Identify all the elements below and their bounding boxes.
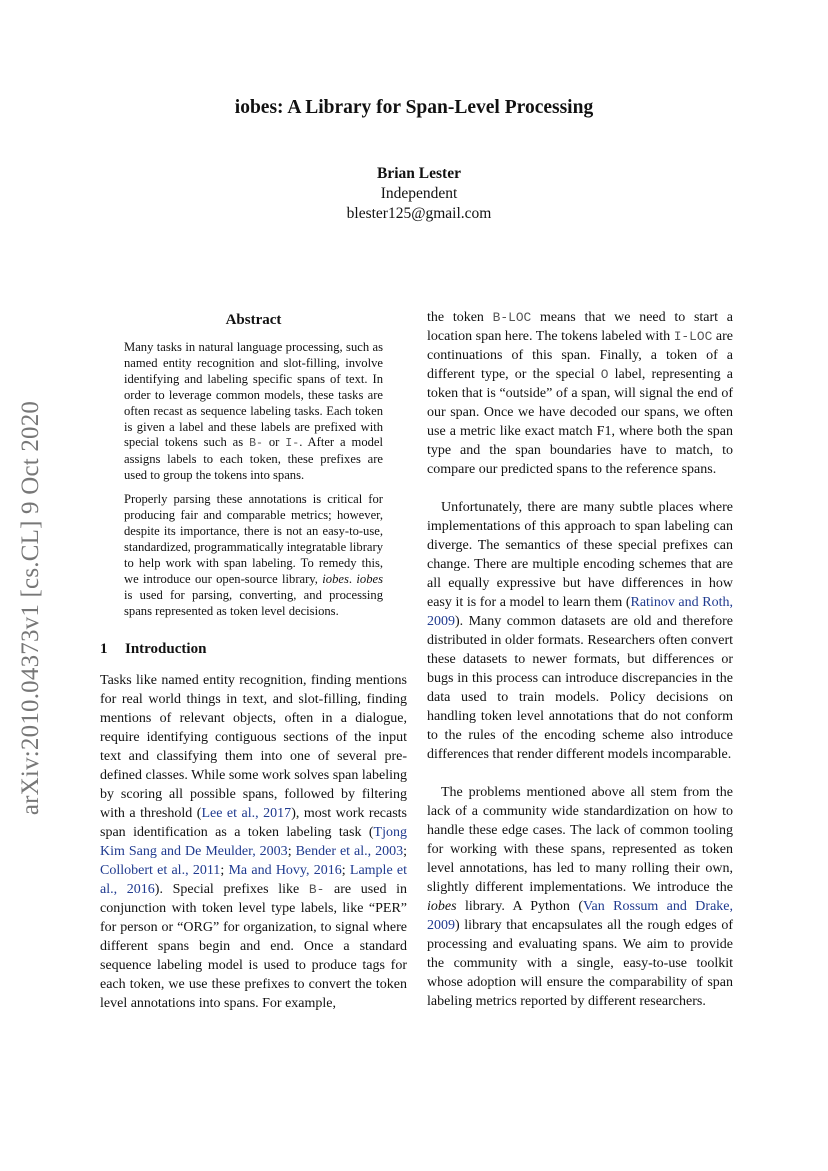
text-run: .	[348, 571, 357, 586]
citation-link[interactable]: Tjong Kim Sang and De Meulder, 2003	[100, 825, 407, 860]
emphasis: iobes	[356, 571, 383, 586]
abstract-paragraph-2	[124, 492, 383, 619]
code-token: I-LOC	[673, 329, 713, 344]
code-token: B-	[308, 882, 325, 898]
text-run: is used for parsing, converting, and processing spans represented as token level decisions.	[124, 587, 383, 618]
text-run: are continuations of this span. Finally, a token of a different type, or the special	[427, 329, 733, 382]
text-run: . After a model assigns labels to each token, these prefixes are used to group the tokens into spans.	[124, 435, 384, 483]
text-run: ;	[287, 844, 296, 860]
text-run: ). Many common datasets are old and therefore distributed in older formats. Researchers often convert these datasets to newer formats, but differences or bugs in this process can introduce discrepancies in the data used to train models. Policy decisions on handling token level annotations that do not conform to the rules of the encoding scheme also introduce differences that render different models incomparable.	[427, 614, 733, 762]
text-run: library. A Python (	[456, 899, 583, 914]
abstract-heading: Abstract	[225, 312, 282, 328]
code-token: B-LOC	[492, 310, 532, 325]
text-run: means that we need to start a location span here. The tokens labeled with	[427, 310, 733, 344]
emphasis: iobes	[427, 899, 457, 914]
text-run: Properly parsing these annotations is critical for producing fair and comparable metrics; however, despite its importance, there is not an easy-to-use, standardized, programmatically integratable library to help work with span labeling. To remedy this, we introduce our open-source library,	[124, 492, 383, 586]
text-run: The problems mentioned above all stem from the lack of a community wide standardization on how to handle these edge cases. The lack of common tooling for working with these spans, represented as token level annotations, has led to many rolling their own, slightly different implementations. We introduce the	[427, 785, 733, 895]
text-run: ), most work recasts span identification as a token labeling task (	[100, 806, 407, 841]
author-email: blester125@gmail.com	[346, 205, 492, 222]
code-token: B-	[249, 437, 263, 451]
text-run: are used in conjunction with token level type labels, like “PER” for person or “ORG” for organization, to signal where different spans begin and end. Once a standard sequence labeling model is used to produce tags for each token, we use these prefixes to convert the token level annotations into spans. For example,	[100, 882, 407, 1012]
right-column	[427, 308, 733, 1030]
citation-link[interactable]: Bender et al., 2003	[295, 844, 404, 860]
text-run: Many tasks in natural language processing, such as named entity recognition and slot-filling, involve identifying and labeling specific spans of text. In order to leverage common models, these tasks are often recast as sequence labeling tasks. Each token is given a label and these labels are prefixed with special tokens such as	[124, 340, 383, 450]
author-affiliation: Independent	[380, 185, 458, 202]
paper-title: iobes: A Library for Span-Level Processing	[234, 97, 594, 118]
section-title: Introduction	[125, 641, 207, 658]
code-token: O	[600, 367, 609, 382]
code-token: I-	[285, 437, 300, 451]
text-run: label, representing a token that is “outside” of a span, will signal the end of our span. Once we have decoded our spans, we often use a metric like exact match F1, where both the span type and the span boundaries have to match, to compare our predicted spans to the reference spans.	[427, 367, 733, 477]
citation-link[interactable]: Lee et al., 2017	[201, 806, 292, 822]
text-run: or	[262, 435, 286, 450]
text-run: ). Special prefixes like	[154, 882, 309, 898]
emphasis: iobes	[322, 571, 349, 586]
citation-link[interactable]: Ma and Hovy, 2016	[228, 863, 342, 879]
author-block	[0, 164, 828, 224]
text-run: Unfortunately, there are many subtle places where implementations of this approach to span labeling can diverge. The semantics of these special prefixes can change. There are multiple encoding schemes that are all equally expressive but have differences in how easy it is for a model to learn them (	[427, 500, 733, 610]
citation-link[interactable]: Van Rossum and Drake, 2009	[427, 899, 734, 933]
author-name: Brian Lester	[377, 165, 461, 182]
text-run: Tasks like named entity recognition, finding mentions for real world things in text, and slot-filling, finding mentions of relevant objects, often in a dialogue, require identifying contiguous sections of the input text and classifying them into one of several pre-defined classes. While some work solves span labeling by scoring all possible spans, followed by filtering with a threshold (	[100, 673, 407, 822]
text-run: ) library that encapsulates all the rough edges of processing and evaluating spans. We aim to provide the community with a single, easy-to-use toolkit whose adoption will ensure the comparability of span labeling metrics reported by different researchers.	[427, 918, 733, 1009]
citation-link[interactable]: Lample et al., 2016	[100, 863, 408, 898]
text-run: ;	[403, 844, 408, 860]
text-run: ;	[220, 863, 229, 879]
arxiv-stamp-text: arXiv:2010.04373v1 [cs.CL] 9 Oct 2020	[17, 400, 44, 816]
citation-link[interactable]: Ratinov and Roth, 2009	[427, 595, 733, 629]
intro-paragraph-4	[427, 783, 733, 1011]
intro-paragraph-2	[427, 308, 733, 479]
abstract-paragraph-1	[124, 340, 383, 484]
citation-link[interactable]: Collobert et al., 2011	[100, 863, 221, 879]
section-number: 1	[100, 641, 108, 658]
text-run: the token	[427, 310, 493, 325]
intro-paragraph-3	[427, 498, 733, 764]
text-run: ;	[341, 863, 350, 879]
intro-paragraph-1	[100, 671, 407, 1013]
section-heading-introduction	[100, 639, 407, 659]
left-column	[100, 308, 407, 1013]
